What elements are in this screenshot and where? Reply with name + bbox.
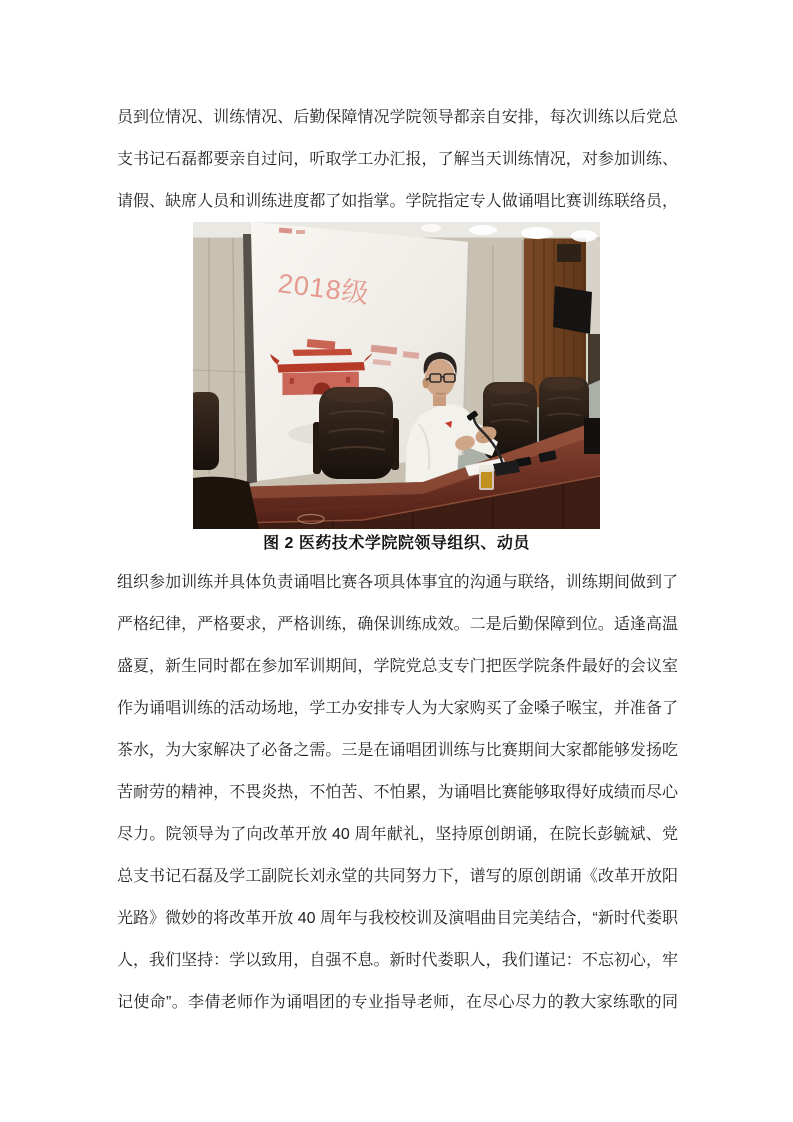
text-line: 茶水，为大家解决了必备之需。三是在诵唱团训练与比赛期间大家都能够发扬吃 (117, 742, 678, 759)
text-line: 请假、缺席人员和训练进度都了如指掌。学院指定专人做诵唱比赛训练联络员， (117, 193, 678, 210)
text-line: 尽力。院领导为了向改革开放 40 周年献礼，坚持原创朗诵，在院长彭毓斌、党 (117, 826, 678, 843)
wall-speaker (553, 286, 592, 334)
wall-vent (557, 244, 581, 262)
conference-room-photo (193, 222, 600, 529)
paragraph-bottom (117, 562, 678, 1024)
text-line: 苦耐劳的精神，不畏炎热，不怕苦、不怕累，为诵唱比赛能够取得好成绩而尽心 (117, 784, 678, 801)
text-line: 盛夏，新生同时都在参加军训期间，学院党总支专门把医学院条件最好的会议室 (117, 658, 678, 675)
text-line: 组织参加训练并具体负责诵唱比赛各项具体事宜的沟通与联络，训练期间做到了 (117, 574, 678, 591)
foreground-chair-back (193, 477, 259, 529)
text-line: 员到位情况、训练情况、后勤保障情况学院领导都亲自安排，每次训练以后党总 (117, 109, 678, 126)
text-line: 人，我们坚持：学以致用，自强不息。新时代娄职人，我们谨记：不忘初心，牢 (117, 952, 678, 969)
text-line: 记使命”。李倩老师作为诵唱团的专业指导老师，在尽心尽力的教大家练歌的同 (117, 994, 678, 1011)
text-line: 作为诵唱训练的活动场地，学工办安排专人为大家购买了金嗓子喉宝，并准备了 (117, 700, 678, 717)
tea-cup (479, 465, 494, 490)
chair-left (313, 387, 399, 479)
dark-object (584, 418, 600, 454)
figure-caption: 图 2 医药技术学院院领导组织、动员 (263, 535, 530, 552)
screen-title-text: 2018级 (276, 268, 372, 310)
text-line: 总支书记石磊及学工副院长刘永堂的共同努力下，谱写的原创朗诵《改革开放阳 (117, 868, 678, 885)
text-line: 严格纪律，严格要求，严格训练，确保训练成效。二是后勤保障到位。适逢高温 (117, 616, 678, 633)
figure-photo (193, 222, 600, 529)
text-line: 光路》微妙的将改革开放 40 周年与我校校训及演唱曲目完美结合，“新时代娄职 (117, 910, 678, 927)
paragraph-top (117, 97, 678, 223)
text-line: 支书记石磊都要亲自过问，听取学工办汇报，了解当天训练情况，对参加训练、 (117, 151, 678, 168)
